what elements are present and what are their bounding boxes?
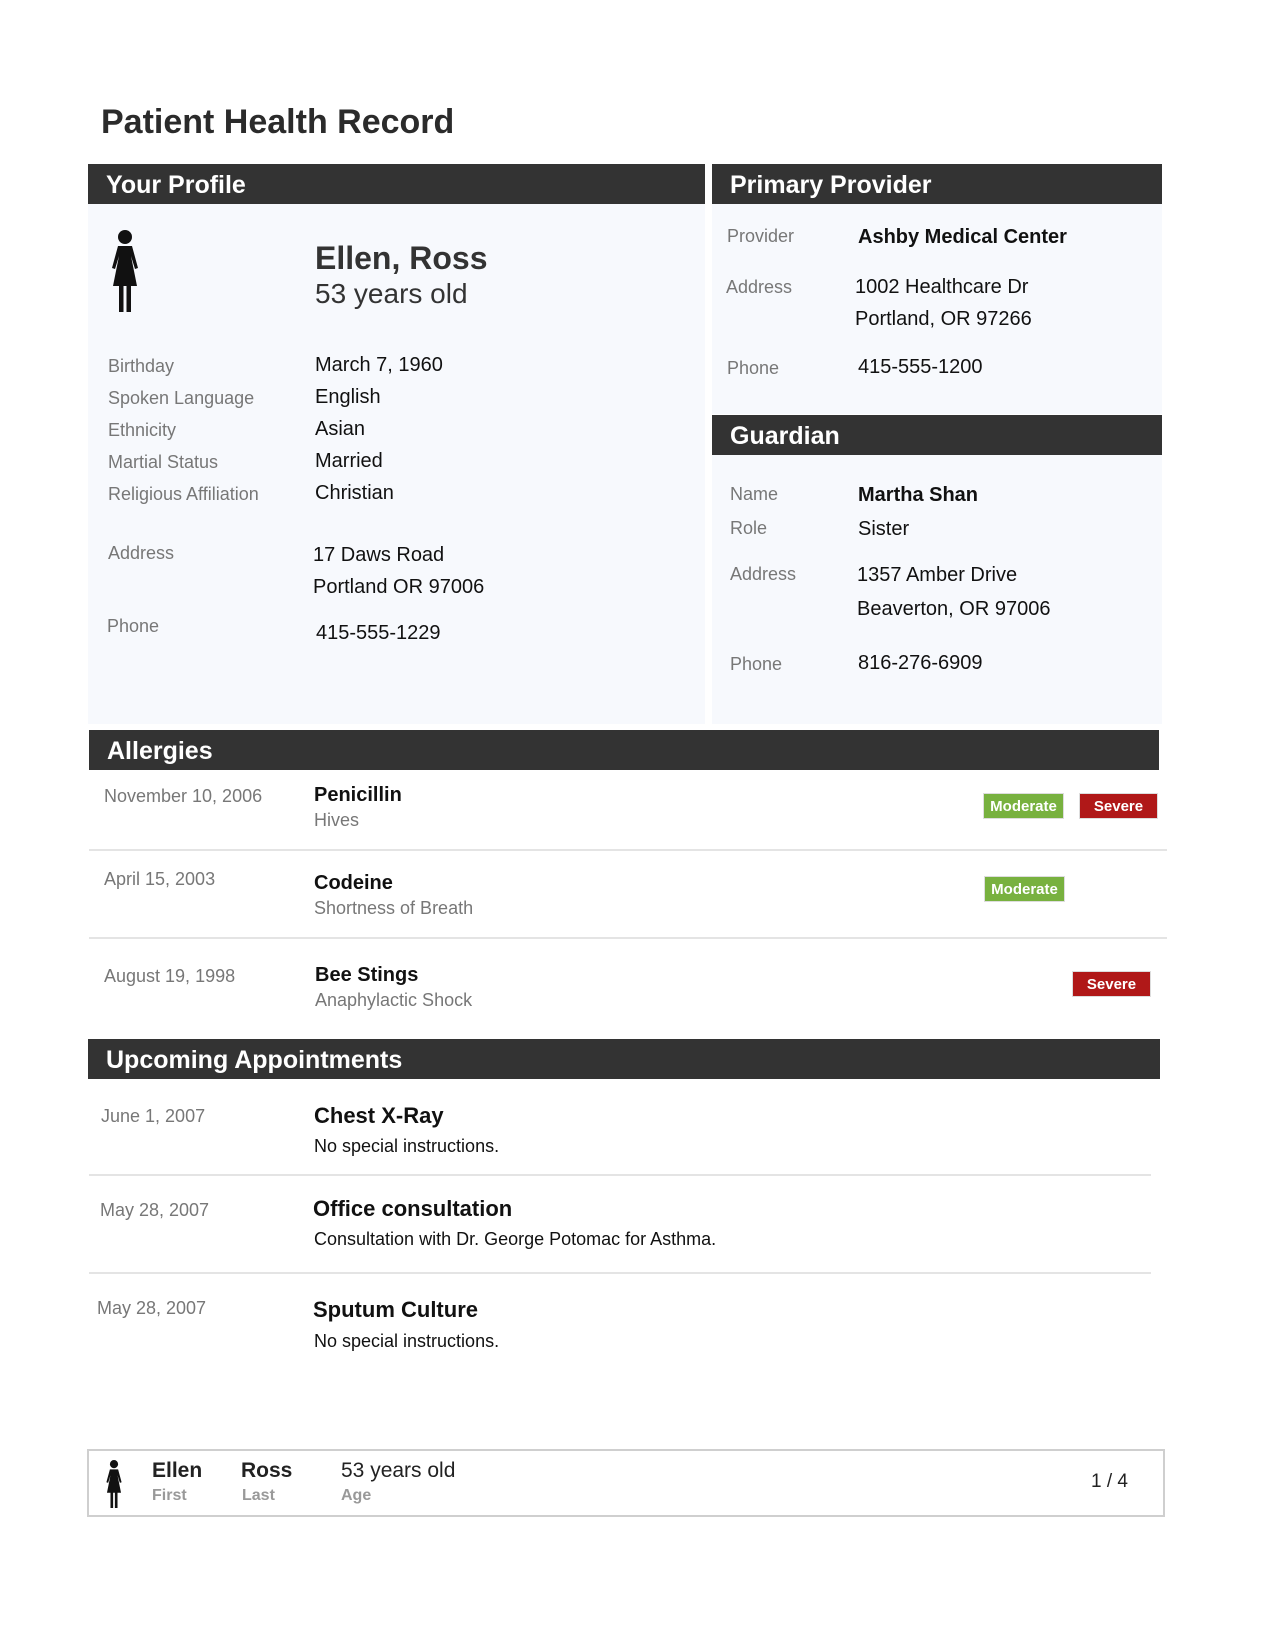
page-title: Patient Health Record: [101, 103, 455, 141]
allergy-date: April 15, 2003: [104, 869, 216, 889]
guardian-phone-value: 816-276-6909: [858, 652, 983, 674]
guardian-role-label: Role: [730, 518, 768, 538]
footer-first-name: Ellen: [152, 1459, 203, 1482]
footer-first-label: First: [152, 1487, 187, 1504]
footer-last-label: Last: [242, 1487, 275, 1504]
guardian-name: Martha Shan: [858, 484, 979, 506]
provider-phone-label: Phone: [727, 358, 780, 378]
provider-phone-value: 415-555-1200: [858, 356, 983, 378]
moderate-badge: Moderate: [984, 876, 1065, 902]
religion-value: Christian: [315, 482, 394, 504]
appointment-note: No special instructions.: [314, 1331, 500, 1351]
patient-name: Ellen, Ross: [315, 240, 488, 276]
appointment-title: Chest X-Ray: [314, 1103, 444, 1128]
guardian-role: Sister: [858, 518, 910, 540]
birthday-label: Birthday: [108, 356, 175, 376]
guardian-phone-label: Phone: [730, 654, 783, 674]
appointment-divider: [89, 1174, 1151, 1176]
allergy-name: Bee Stings: [315, 964, 419, 986]
moderate-badge: Moderate: [983, 793, 1064, 819]
appointment-title: Office consultation: [313, 1196, 513, 1221]
allergy-reaction: Anaphylactic Shock: [315, 990, 473, 1010]
footer-age: 53 years old: [341, 1459, 456, 1482]
provider-label: Provider: [727, 226, 795, 246]
allergy-date: August 19, 1998: [104, 966, 236, 986]
allergy-date: November 10, 2006: [104, 786, 263, 806]
appointment-divider: [89, 1272, 1151, 1274]
page-indicator: 1 / 4: [1091, 1471, 1128, 1492]
allergies-header: Allergies: [89, 730, 1159, 770]
appointment-title: Sputum Culture: [313, 1297, 478, 1322]
allergy-divider: [89, 849, 1167, 851]
provider-address-line1: 1002 Healthcare Dr: [855, 276, 1029, 298]
language-label: Spoken Language: [108, 388, 255, 408]
appointment-date: May 28, 2007: [100, 1200, 210, 1220]
severe-badge: Severe: [1072, 971, 1151, 997]
allergy-divider: [89, 937, 1167, 939]
patient-age: 53 years old: [315, 278, 468, 309]
profile-address-line1: 17 Daws Road: [313, 544, 445, 566]
marital-status-value: Married: [315, 450, 383, 472]
provider-address-line2: Portland, OR 97266: [855, 308, 1032, 330]
appointment-note: Consultation with Dr. George Potomac for Asthma.: [314, 1229, 717, 1249]
female-person-icon: [107, 230, 143, 312]
provider-header: Primary Provider: [712, 164, 1162, 204]
guardian-address-line1: 1357 Amber Drive: [857, 564, 1018, 586]
appointment-date: May 28, 2007: [97, 1298, 207, 1318]
allergy-name: Penicillin: [314, 784, 402, 806]
footer-age-label: Age: [341, 1487, 372, 1504]
language-value: English: [315, 386, 381, 408]
marital-status-label: Martial Status: [108, 452, 219, 472]
appointments-header: Upcoming Appointments: [88, 1039, 1160, 1079]
footer-last-name: Ross: [241, 1459, 293, 1482]
allergy-reaction: Shortness of Breath: [314, 898, 474, 918]
religion-label: Religious Affiliation: [108, 484, 259, 504]
ethnicity-value: Asian: [315, 418, 366, 440]
allergy-reaction: Hives: [314, 810, 360, 830]
allergy-name: Codeine: [314, 872, 393, 894]
guardian-name-label: Name: [730, 484, 779, 504]
severe-badge: Severe: [1079, 793, 1158, 819]
guardian-address-label: Address: [730, 564, 797, 584]
birthday-value: March 7, 1960: [315, 354, 443, 376]
appointment-date: June 1, 2007: [101, 1106, 206, 1126]
profile-phone-label: Phone: [107, 616, 160, 636]
female-person-icon: [103, 1460, 125, 1508]
guardian-header: Guardian: [712, 415, 1162, 455]
guardian-address-line2: Beaverton, OR 97006: [857, 598, 1051, 620]
provider-address-label: Address: [726, 277, 793, 297]
profile-address-line2: Portland OR 97006: [313, 576, 485, 598]
profile-header: Your Profile: [88, 164, 705, 204]
provider-name: Ashby Medical Center: [858, 226, 1067, 248]
profile-phone-value: 415-555-1229: [316, 622, 441, 644]
profile-address-label: Address: [108, 543, 175, 563]
ethnicity-label: Ethnicity: [108, 420, 177, 440]
appointment-note: No special instructions.: [314, 1136, 500, 1156]
